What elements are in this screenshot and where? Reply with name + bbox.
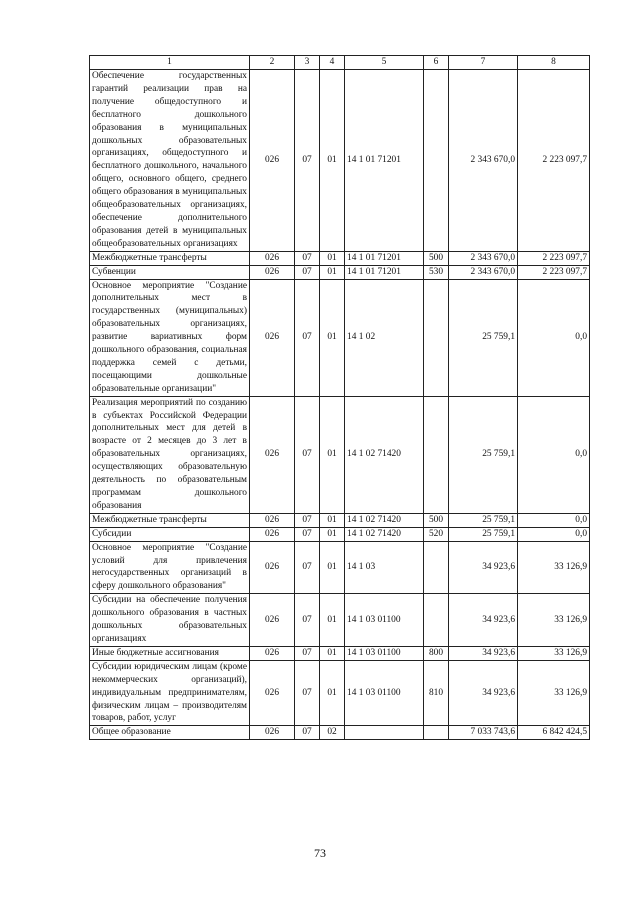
row-amount-2: 33 126,9 xyxy=(518,594,590,647)
table-row xyxy=(90,726,590,740)
row-amount-2: 0,0 xyxy=(518,527,590,541)
row-subsection-code: 01 xyxy=(320,527,345,541)
row-amount-2: 2 223 097,7 xyxy=(518,265,590,279)
row-name: Субсидии xyxy=(90,527,250,541)
row-subsection-code: 01 xyxy=(320,279,345,396)
row-amount-2: 2 223 097,7 xyxy=(518,70,590,252)
row-name: Иные бюджетные ассигнования xyxy=(90,646,250,660)
row-subsection-code: 01 xyxy=(320,251,345,265)
row-amount-1: 34 923,6 xyxy=(449,646,518,660)
row-amount-1: 25 759,1 xyxy=(449,396,518,513)
column-header-7: 7 xyxy=(449,56,518,70)
row-amount-2: 0,0 xyxy=(518,279,590,396)
row-subsection-code: 02 xyxy=(320,726,345,740)
row-target-article: 14 1 03 01100 xyxy=(345,660,424,726)
row-expense-type: 530 xyxy=(424,265,449,279)
row-name: Межбюджетные трансферты xyxy=(90,513,250,527)
row-amount-2: 6 842 424,5 xyxy=(518,726,590,740)
row-section-code: 07 xyxy=(295,527,320,541)
table-row xyxy=(90,70,590,252)
row-amount-1: 34 923,6 xyxy=(449,594,518,647)
row-name: Обеспечение государственных гарантий реализации прав на получение общедоступного и бесплатного дошкольного образования в муниципальных дошкольных образовательных организациях, общедоступного и бесплатного дошкольного, начального общего, основного общего, среднего общего образования в муниципальных общеобразовательных организациях, обеспечение дополнительного образования детей в муниципальных общеобразовательных организациях xyxy=(90,70,250,252)
row-section-code: 07 xyxy=(295,251,320,265)
row-amount-1: 25 759,1 xyxy=(449,527,518,541)
row-ministry-code: 026 xyxy=(250,527,295,541)
row-subsection-code: 01 xyxy=(320,646,345,660)
row-subsection-code: 01 xyxy=(320,70,345,252)
column-header-2: 2 xyxy=(250,56,295,70)
row-amount-2: 0,0 xyxy=(518,513,590,527)
column-header-1: 1 xyxy=(90,56,250,70)
column-header-6: 6 xyxy=(424,56,449,70)
table-row xyxy=(90,251,590,265)
row-target-article: 14 1 01 71201 xyxy=(345,70,424,252)
row-expense-type: 500 xyxy=(424,251,449,265)
row-amount-2: 0,0 xyxy=(518,396,590,513)
row-amount-2: 33 126,9 xyxy=(518,541,590,594)
table-row xyxy=(90,594,590,647)
row-ministry-code: 026 xyxy=(250,513,295,527)
row-target-article: 14 1 01 71201 xyxy=(345,251,424,265)
row-name: Субвенции xyxy=(90,265,250,279)
row-amount-1: 34 923,6 xyxy=(449,541,518,594)
row-section-code: 07 xyxy=(295,726,320,740)
row-name: Реализация мероприятий по созданию в субъектах Российской Федерации дополнительных мест для детей в возрасте от 2 месяцев до 3 лет в образовательных организациях, осуществляющих образовательную деятельность по образовательным программам дошкольного образования xyxy=(90,396,250,513)
budget-table xyxy=(89,55,590,740)
row-section-code: 07 xyxy=(295,660,320,726)
row-target-article: 14 1 03 xyxy=(345,541,424,594)
row-ministry-code: 026 xyxy=(250,396,295,513)
table-row xyxy=(90,660,590,726)
row-target-article: 14 1 02 71420 xyxy=(345,527,424,541)
row-section-code: 07 xyxy=(295,594,320,647)
row-subsection-code: 01 xyxy=(320,396,345,513)
row-target-article: 14 1 02 71420 xyxy=(345,513,424,527)
row-ministry-code: 026 xyxy=(250,251,295,265)
row-section-code: 07 xyxy=(295,265,320,279)
row-name: Субсидии на обеспечение получения дошкольного образования в частных дошкольных образовательных организациях xyxy=(90,594,250,647)
row-amount-2: 2 223 097,7 xyxy=(518,251,590,265)
row-ministry-code: 026 xyxy=(250,265,295,279)
row-ministry-code: 026 xyxy=(250,70,295,252)
row-subsection-code: 01 xyxy=(320,513,345,527)
row-expense-type: 500 xyxy=(424,513,449,527)
row-name: Межбюджетные трансферты xyxy=(90,251,250,265)
row-expense-type xyxy=(424,541,449,594)
row-amount-1: 2 343 670,0 xyxy=(449,251,518,265)
row-target-article: 14 1 03 01100 xyxy=(345,646,424,660)
row-ministry-code: 026 xyxy=(250,646,295,660)
row-amount-1: 7 033 743,6 xyxy=(449,726,518,740)
row-expense-type: 520 xyxy=(424,527,449,541)
table-row xyxy=(90,513,590,527)
row-section-code: 07 xyxy=(295,396,320,513)
row-ministry-code: 026 xyxy=(250,594,295,647)
row-subsection-code: 01 xyxy=(320,541,345,594)
row-subsection-code: 01 xyxy=(320,660,345,726)
row-name: Основное мероприятие "Создание дополнительных мест в государственных (муниципальных) образовательных организациях, развитие вариативных форм дошкольного образования, социальная поддержка семей с детьми, посещающими дошкольные образовательные организации" xyxy=(90,279,250,396)
row-section-code: 07 xyxy=(295,541,320,594)
row-section-code: 07 xyxy=(295,513,320,527)
row-name: Основное мероприятие "Создание условий для привлечения негосударственных организаций в сферу дошкольного образования" xyxy=(90,541,250,594)
column-header-4: 4 xyxy=(320,56,345,70)
column-header-5: 5 xyxy=(345,56,424,70)
table-header-row xyxy=(90,56,590,70)
table-row xyxy=(90,527,590,541)
table-row xyxy=(90,646,590,660)
row-section-code: 07 xyxy=(295,646,320,660)
table-row xyxy=(90,396,590,513)
row-target-article: 14 1 03 01100 xyxy=(345,594,424,647)
row-expense-type xyxy=(424,70,449,252)
row-amount-1: 25 759,1 xyxy=(449,279,518,396)
row-amount-1: 2 343 670,0 xyxy=(449,265,518,279)
row-target-article: 14 1 01 71201 xyxy=(345,265,424,279)
column-header-3: 3 xyxy=(295,56,320,70)
row-target-article xyxy=(345,726,424,740)
row-ministry-code: 026 xyxy=(250,660,295,726)
page-number: 73 xyxy=(314,846,326,860)
row-amount-2: 33 126,9 xyxy=(518,660,590,726)
row-section-code: 07 xyxy=(295,70,320,252)
row-target-article: 14 1 02 xyxy=(345,279,424,396)
row-amount-2: 33 126,9 xyxy=(518,646,590,660)
row-expense-type: 800 xyxy=(424,646,449,660)
row-expense-type xyxy=(424,594,449,647)
row-amount-1: 2 343 670,0 xyxy=(449,70,518,252)
row-ministry-code: 026 xyxy=(250,726,295,740)
row-target-article: 14 1 02 71420 xyxy=(345,396,424,513)
row-section-code: 07 xyxy=(295,279,320,396)
column-header-8: 8 xyxy=(518,56,590,70)
row-subsection-code: 01 xyxy=(320,265,345,279)
row-expense-type xyxy=(424,279,449,396)
table-row xyxy=(90,265,590,279)
row-name: Общее образование xyxy=(90,726,250,740)
row-subsection-code: 01 xyxy=(320,594,345,647)
table-row xyxy=(90,279,590,396)
row-name: Субсидии юридическим лицам (кроме некоммерческих организаций), индивидуальным предпринимателям, физическим лицам – производителям товаров, работ, услуг xyxy=(90,660,250,726)
row-amount-1: 25 759,1 xyxy=(449,513,518,527)
row-amount-1: 34 923,6 xyxy=(449,660,518,726)
row-ministry-code: 026 xyxy=(250,541,295,594)
row-expense-type xyxy=(424,726,449,740)
row-ministry-code: 026 xyxy=(250,279,295,396)
row-expense-type xyxy=(424,396,449,513)
table-row xyxy=(90,541,590,594)
row-expense-type: 810 xyxy=(424,660,449,726)
